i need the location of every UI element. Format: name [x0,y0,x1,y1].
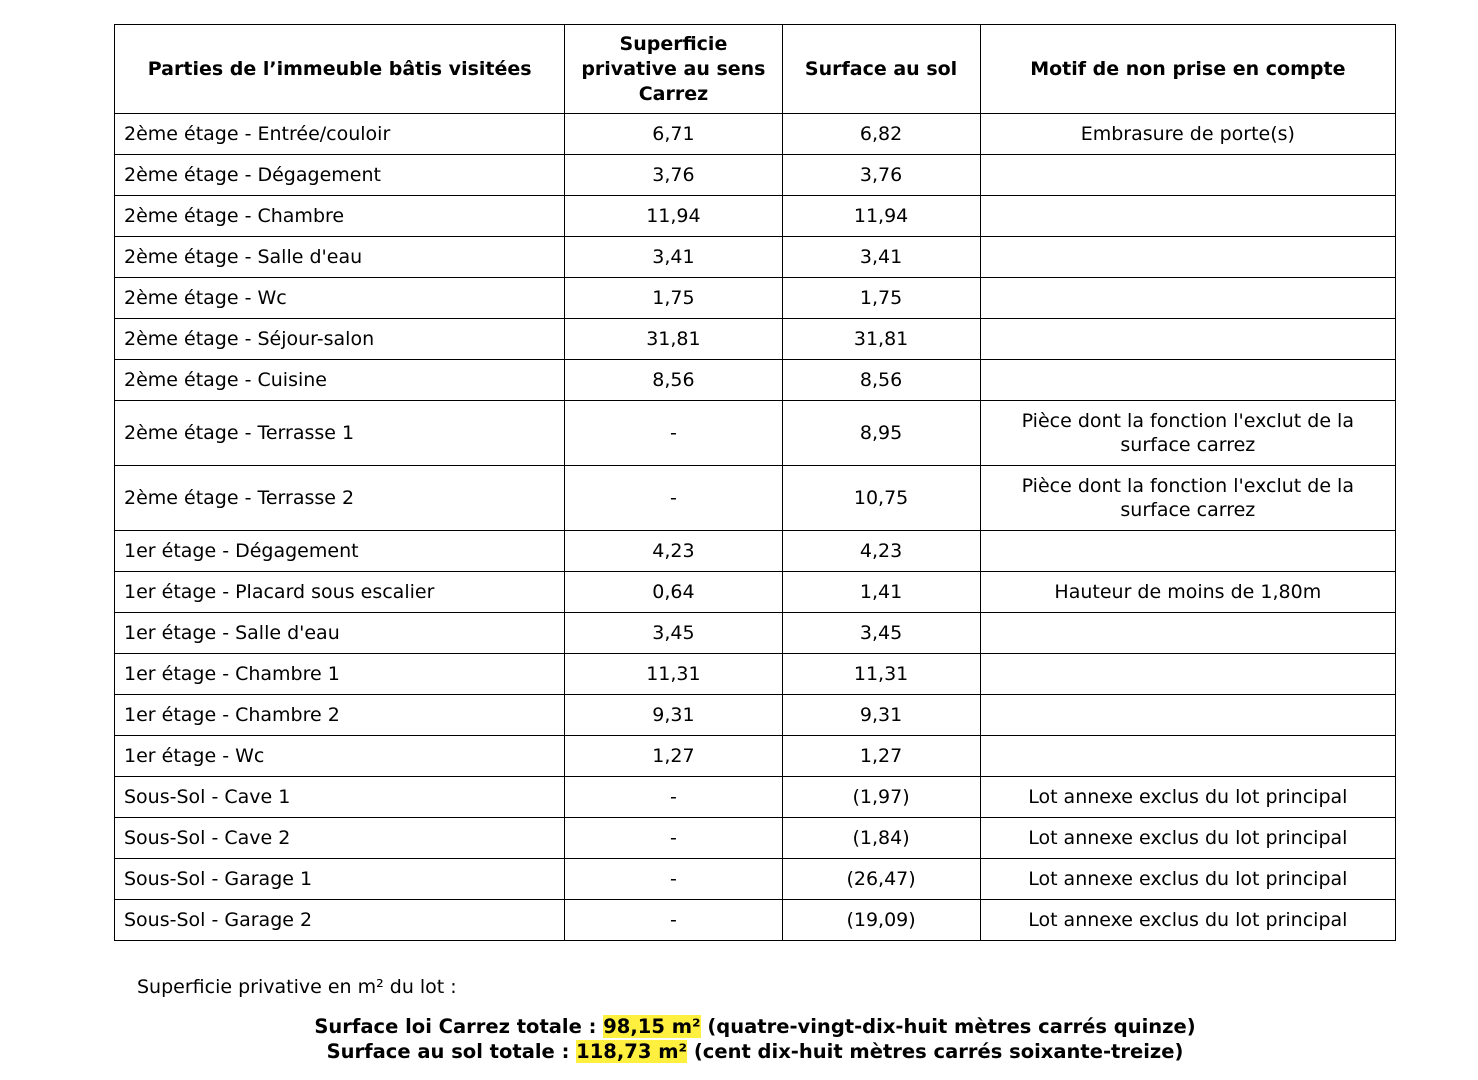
cell-motif [980,237,1395,278]
cell-surface-sol: 11,31 [782,654,980,695]
total-sol-value: 118,73 m² [576,1040,688,1063]
table-header-row [115,25,1396,114]
cell-carrez: 11,31 [565,654,782,695]
cell-part: 2ème étage - Séjour-salon [115,319,565,360]
table-row [115,466,1396,531]
surface-table [114,24,1396,941]
cell-surface-sol: 8,56 [782,360,980,401]
table-row [115,654,1396,695]
cell-part: 1er étage - Placard sous escalier [115,572,565,613]
cell-surface-sol: 10,75 [782,466,980,531]
cell-surface-sol: (1,97) [782,777,980,818]
cell-motif: Lot annexe exclus du lot principal [980,900,1395,941]
table-row [115,531,1396,572]
cell-surface-sol: 9,31 [782,695,980,736]
header-surface-sol: Surface au sol [782,25,980,114]
cell-motif [980,736,1395,777]
cell-carrez: 6,71 [565,114,782,155]
cell-part: 2ème étage - Entrée/couloir [115,114,565,155]
table-row [115,319,1396,360]
cell-carrez: 0,64 [565,572,782,613]
cell-part: 2ème étage - Wc [115,278,565,319]
total-sol-line [0,1040,1478,1063]
cell-surface-sol: 1,75 [782,278,980,319]
cell-part: 2ème étage - Cuisine [115,360,565,401]
total-carrez-label: Surface loi Carrez totale : [314,1015,604,1038]
summary-intro: Superficie privative en m² du lot : [137,976,457,998]
cell-surface-sol: 8,95 [782,401,980,466]
cell-part: 2ème étage - Salle d'eau [115,237,565,278]
table-row [115,360,1396,401]
cell-carrez: 11,94 [565,196,782,237]
cell-carrez: - [565,401,782,466]
cell-motif: Lot annexe exclus du lot principal [980,818,1395,859]
cell-surface-sol: 6,82 [782,114,980,155]
cell-surface-sol: 1,41 [782,572,980,613]
cell-motif [980,531,1395,572]
cell-part: 1er étage - Chambre 1 [115,654,565,695]
cell-carrez: 1,27 [565,736,782,777]
cell-carrez: 3,41 [565,237,782,278]
cell-carrez: - [565,900,782,941]
cell-part: 1er étage - Dégagement [115,531,565,572]
cell-motif: Embrasure de porte(s) [980,114,1395,155]
cell-motif [980,196,1395,237]
cell-surface-sol: (19,09) [782,900,980,941]
cell-carrez: 1,75 [565,278,782,319]
table-row [115,695,1396,736]
cell-surface-sol: 3,41 [782,237,980,278]
cell-part: 2ème étage - Terrasse 1 [115,401,565,466]
cell-motif: Lot annexe exclus du lot principal [980,859,1395,900]
cell-carrez: 4,23 [565,531,782,572]
cell-surface-sol: 3,45 [782,613,980,654]
cell-part: 2ème étage - Chambre [115,196,565,237]
cell-motif: Pièce dont la fonction l'exclut de la surface carrez [980,401,1395,466]
cell-carrez: - [565,466,782,531]
header-parties: Parties de l’immeuble bâtis visitées [115,25,565,114]
cell-surface-sol: 3,76 [782,155,980,196]
table-row [115,572,1396,613]
table-row [115,736,1396,777]
cell-surface-sol: (26,47) [782,859,980,900]
cell-surface-sol: 1,27 [782,736,980,777]
cell-motif [980,613,1395,654]
total-carrez-line [0,1015,1478,1038]
total-carrez-value: 98,15 m² [603,1015,701,1038]
cell-motif: Pièce dont la fonction l'exclut de la surface carrez [980,466,1395,531]
cell-part: Sous-Sol - Cave 2 [115,818,565,859]
cell-part: 1er étage - Wc [115,736,565,777]
cell-motif: Hauteur de moins de 1,80m [980,572,1395,613]
cell-carrez: 9,31 [565,695,782,736]
cell-motif: Lot annexe exclus du lot principal [980,777,1395,818]
cell-carrez: 8,56 [565,360,782,401]
cell-surface-sol: (1,84) [782,818,980,859]
table-row [115,155,1396,196]
cell-carrez: 3,45 [565,613,782,654]
cell-motif [980,360,1395,401]
cell-motif [980,654,1395,695]
cell-motif [980,695,1395,736]
cell-carrez: 31,81 [565,319,782,360]
cell-part: 2ème étage - Terrasse 2 [115,466,565,531]
cell-carrez: 3,76 [565,155,782,196]
total-sol-words: (cent dix-huit mètres carrés soixante-treize) [687,1040,1184,1063]
cell-part: 1er étage - Salle d'eau [115,613,565,654]
cell-motif [980,319,1395,360]
cell-surface-sol: 11,94 [782,196,980,237]
table-row [115,818,1396,859]
table-row [115,900,1396,941]
cell-carrez: - [565,777,782,818]
cell-part: 2ème étage - Dégagement [115,155,565,196]
table-row [115,613,1396,654]
cell-part: Sous-Sol - Garage 1 [115,859,565,900]
table-row [115,196,1396,237]
cell-part: Sous-Sol - Cave 1 [115,777,565,818]
cell-carrez: - [565,859,782,900]
total-sol-label: Surface au sol totale : [326,1040,577,1063]
cell-part: Sous-Sol - Garage 2 [115,900,565,941]
cell-motif [980,278,1395,319]
total-carrez-words: (quatre-vingt-dix-huit mètres carrés quinze) [700,1015,1196,1038]
table-body [115,114,1396,941]
cell-surface-sol: 31,81 [782,319,980,360]
header-motif: Motif de non prise en compte [980,25,1395,114]
table-row [115,278,1396,319]
cell-surface-sol: 4,23 [782,531,980,572]
cell-carrez: - [565,818,782,859]
table-row [115,401,1396,466]
table-row [115,114,1396,155]
table-row [115,777,1396,818]
header-carrez: Superficie privative au sens Carrez [565,25,782,114]
table-row [115,859,1396,900]
cell-part: 1er étage - Chambre 2 [115,695,565,736]
cell-motif [980,155,1395,196]
table-row [115,237,1396,278]
